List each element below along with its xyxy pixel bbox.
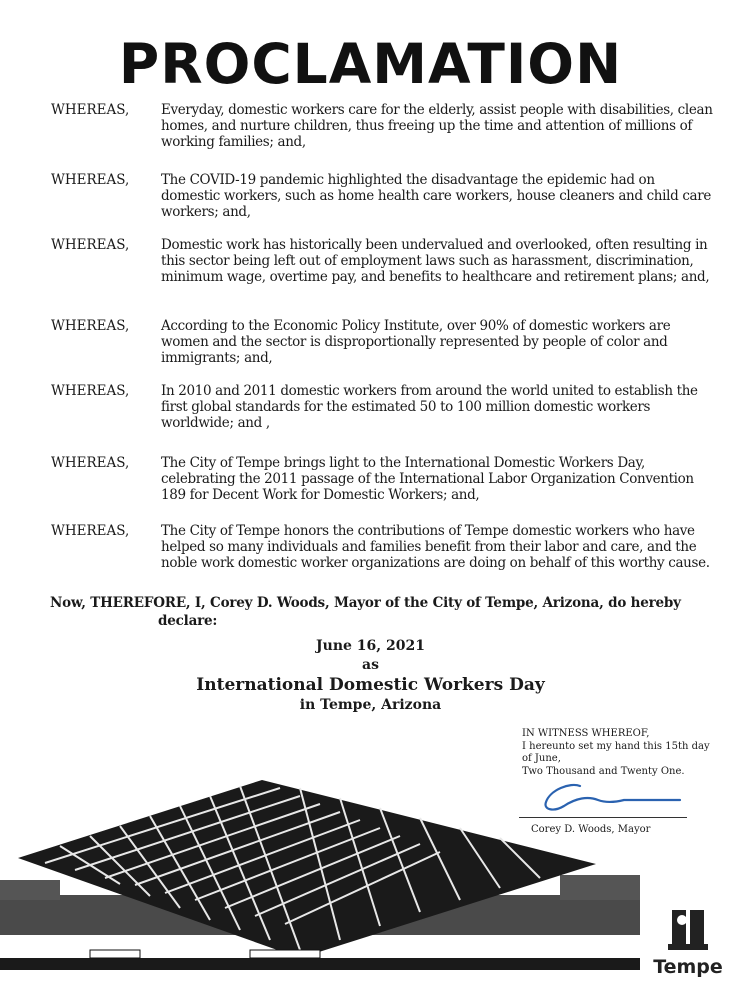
signatory-name: Corey D. Woods, Mayor xyxy=(531,824,651,835)
tempe-logo xyxy=(648,906,728,978)
whereas-text: Domestic work has historically been undervalued and overlooked, often resulting in this sector being left out of employment laws such as harassment, discrimination, minimum wage, overtime pay, and benefits to healthcare and retirement plans; and, xyxy=(161,237,710,285)
therefore-line-2: declare: xyxy=(158,613,218,629)
whereas-label: WHEREAS, xyxy=(51,523,130,539)
whereas-label: WHEREAS, xyxy=(51,172,130,188)
whereas-label: WHEREAS, xyxy=(51,318,130,334)
tempe-city-hall-illustration xyxy=(0,780,640,980)
whereas-text: The City of Tempe honors the contributions of Tempe domestic workers who have helped so many individuals and families benefit from their labor and care, and the noble work domestic worker organizations are doing on behalf of this worthy cause. xyxy=(161,523,710,571)
whereas-label: WHEREAS, xyxy=(51,237,130,253)
tempe-logo-mark-icon xyxy=(648,906,728,954)
whereas-text: According to the Economic Policy Institute, over 90% of domestic workers are women and the sector is disproportionally represented by people of color and immigrants; and, xyxy=(161,318,671,366)
declaration-day-name: International Domestic Workers Day xyxy=(196,675,545,695)
tempe-wordmark: Tempe xyxy=(653,956,723,978)
therefore-line-1: Now, THEREFORE, I, Corey D. Woods, Mayor of the City of Tempe, Arizona, do hereby xyxy=(50,595,681,611)
therefore-statement xyxy=(50,594,720,630)
proclamation-title: PROCLAMATION xyxy=(118,32,623,96)
declaration-as: as xyxy=(362,657,379,673)
whereas-text: The COVID-19 pandemic highlighted the disadvantage the epidemic had on domestic workers, such as home health care workers, house cleaners and child care workers; and, xyxy=(161,172,711,220)
declaration-date: June 16, 2021 xyxy=(316,638,425,654)
whereas-label: WHEREAS, xyxy=(51,455,130,471)
whereas-label: WHEREAS, xyxy=(51,383,130,399)
witness-line: Two Thousand and Twenty One. xyxy=(522,765,685,777)
witness-block xyxy=(522,728,722,778)
whereas-text: The City of Tempe brings light to the International Domestic Workers Day, celebrating the 2011 passage of the International Labor Organization Convention 189 for Decent Work for Domestic Workers; and, xyxy=(161,455,694,503)
witness-line: I hereunto set my hand this 15th day xyxy=(522,740,710,752)
whereas-text: Everyday, domestic workers care for the elderly, assist people with disabilities, clean homes, and nurture children, thus freeing up the time and attention of millions of working families; and, xyxy=(161,102,713,150)
declaration-place: in Tempe, Arizona xyxy=(299,697,442,713)
witness-line: of June, xyxy=(522,753,561,764)
witness-line: IN WITNESS WHEREOF, xyxy=(522,728,650,739)
whereas-label: WHEREAS, xyxy=(51,102,130,118)
whereas-text: In 2010 and 2011 domestic workers from around the world united to establish the first global standards for the estimated 50 to 100 million domestic workers worldwide; and , xyxy=(161,383,698,431)
